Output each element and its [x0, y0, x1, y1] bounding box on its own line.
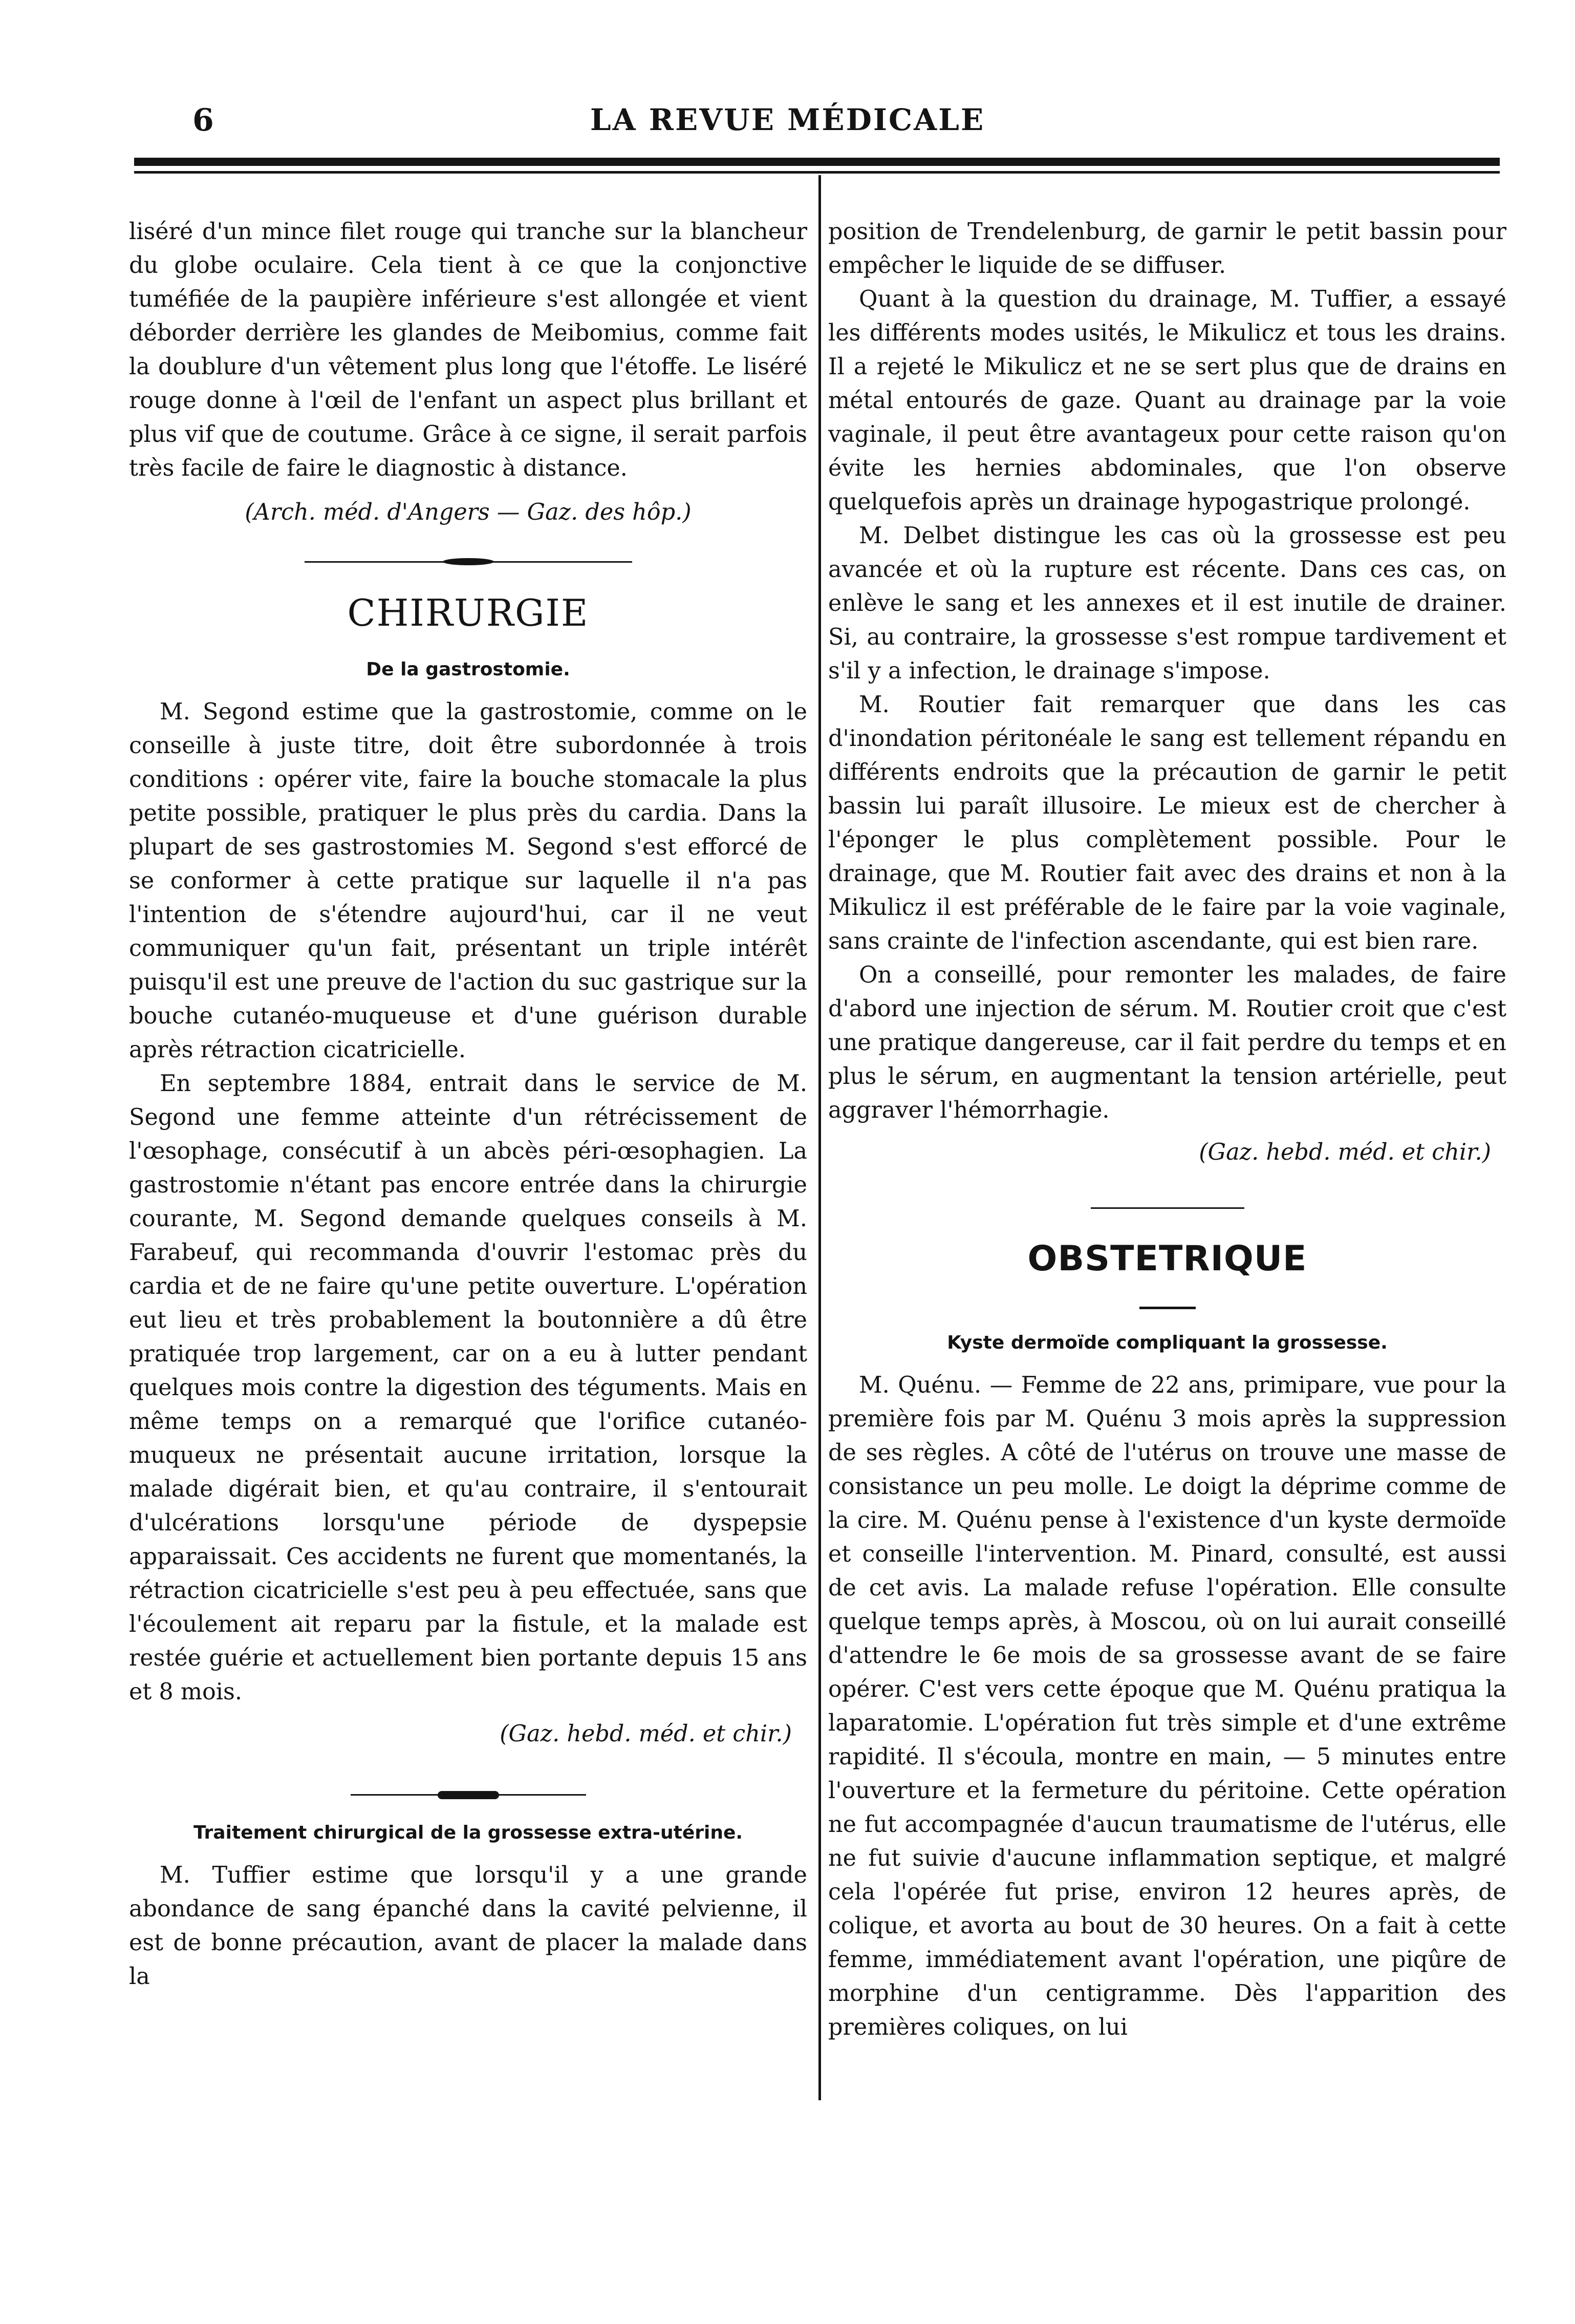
- article-paragraph: M. Segond estime que la gastrostomie, comme on le conseille à juste titre, doit être subordonnée à trois conditions : opérer vite, faire la bouche stomacale la plus petite possible, pratiquer le plus près du cardia. Dans la plupart de ses gastrostomies M. Segond s'est efforcé de se conformer à cette pratique sur laquelle il n'a pas l'intention de s'étendre aujourd'hui, car il ne veut communiquer qu'un fait, présentant un triple intérêt puisqu'il est une preuve de l'action du suc gastrique sur la bouche cutanéo-muqueuse et d'une guérison durable après rétraction cicatricielle.: [129, 699, 807, 1063]
- citation: (Gaz. hebd. méd. et chir.): [1199, 1139, 1491, 1165]
- article-paragraph: Quant à la question du drainage, M. Tuffier, a essayé les différents modes usités, le Mikulicz et tous les drains. Il a rejeté le Mikulicz et ne se sert plus que de drains en métal entourés de gaze. Quant au drainage par la voie vaginale, il peut être avantageux pour cette raison qu'on évite les hernies abdominales, que l'on observe quelquefois après un drainage hypogastrique prolongé.: [828, 286, 1506, 515]
- ornament-separator: [351, 1791, 586, 1799]
- article-title-gastrostomie: De la gastrostomie.: [366, 659, 570, 680]
- header-rule-thin: [134, 171, 1500, 174]
- citation: (Arch. méd. d'Angers — Gaz. des hôp.): [245, 499, 692, 525]
- page-number: 6: [192, 102, 214, 138]
- section-separator: [305, 559, 632, 564]
- column-divider: [818, 175, 821, 2100]
- right-column: [828, 215, 1506, 2044]
- paragraph-continued: liséré d'un mince filet rouge qui tranche sur la blancheur du globe oculaire. Cela tient à ce que la conjonctive tuméfiée de la paupière inférieure s'est allongée et vient déborder derrière les glandes de Meibomius, comme fait la doublure d'un vêtement plus long que l'étoffe. Le liséré rouge donne à l'œil de l'enfant un aspect plus brillant et plus vif que de coutume. Grâce à ce signe, il serait parfois très facile de faire le diagnostic à distance.: [129, 219, 807, 481]
- running-title: LA REVUE MÉDICALE: [590, 102, 985, 137]
- article-paragraph: On a conseillé, pour remonter les malades, de faire d'abord une injection de sérum. M. Routier croit que c'est une pratique dangereuse, car il fait perdre du temps et en plus le sérum, en augmentant la tension artérielle, peut aggraver l'hémorrhagie.: [828, 962, 1506, 1123]
- header-rule-thick: [134, 158, 1500, 166]
- article-title-grossesse-extra-uterine: Traitement chirurgical de la grossesse extra-utérine.: [193, 1822, 743, 1843]
- page-header: [0, 102, 1575, 148]
- title-underline: [1139, 1307, 1196, 1309]
- article-paragraph: M. Quénu. — Femme de 22 ans, primipare, vue pour la première fois par M. Quénu 3 mois après la suppression de ses règles. A côté de l'utérus on trouve une masse de consistance un peu molle. Le doigt la déprime comme de la cire. M. Quénu pense à l'existence d'un kyste dermoïde et conseille l'intervention. M. Pinard, consulté, est aussi de cet avis. La malade refuse l'opération. Elle consulte quelque temps après, à Moscou, où on lui aurait conseillé d'attendre le 6e mois de sa grossesse avant de se faire opérer. C'est vers cette époque que M. Quénu pratiqua la laparatomie. L'opération fut très simple et d'une extrême rapidité. Il s'écoula, montre en main, — 5 minutes entre l'ouverture et la fermeture du péritoine. Cette opération ne fut accompagnée d'aucun traumatisme de l'utérus, elle ne fut suivie d'aucune inflammation septique, et malgré cela l'opérée fut prise, environ 12 heures après, de colique, et avorta au bout de 30 heures. On a fait à cette femme, immédiatement avant l'opération, une piqûre de morphine d'un centigramme. Dès l'apparition des premières coliques, on lui: [828, 1372, 1506, 2040]
- article-paragraph: En septembre 1884, entrait dans le service de M. Segond une femme atteinte d'un rétrécissement de l'œsophage, consécutif à un abcès péri-œsophagien. La gastrostomie n'étant pas encore entrée dans la chirurgie courante, M. Segond demande quelques conseils à M. Farabeuf, qui recommanda d'ouvrir l'estomac près du cardia et de ne faire qu'une petite ouverture. L'opération eut lieu et très probablement la boutonnière a dû être pratiquée trop largement, car on a eu à lutter pendant quelques mois contre la digestion des téguments. Mais en même temps on a remarqué que l'orifice cutanéo-muqueux ne présentait aucune irritation, lorsque la malade digérait bien, et qu'au contraire, il s'entourait d'ulcérations lorsqu'une période de dyspepsie apparaissait. Ces accidents ne furent que momentanés, la rétraction cicatricielle s'est peu à peu effectuée, sans que l'écoulement ait reparu par la fistule, et la malade est restée guérie et actuellement bien portante depuis 15 ans et 8 mois.: [129, 1071, 807, 1705]
- article-title-kyste-dermoide: Kyste dermoïde compliquant la grossesse.: [947, 1332, 1388, 1353]
- article-paragraph: M. Routier fait remarquer que dans les cas d'inondation péritonéale le sang est tellement répandu en différents endroits que la précaution de garnir le petit bassin lui paraît illusoire. Le mieux est de chercher à l'éponger le plus complètement possible. Pour le drainage, que M. Routier fait avec des drains et non à la Mikulicz il est préférable de le faire par la voie vaginale, sans crainte de l'infection ascendante, qui est bien rare.: [828, 692, 1506, 954]
- article-paragraph: M. Delbet distingue les cas où la grossesse est peu avancée et où la rupture est récente. Dans ces cas, on enlève le sang et les annexes et il est inutile de drainer. Si, au contraire, la grossesse s'est rompue tardivement et s'il y a infection, le drainage s'impose.: [828, 523, 1506, 684]
- left-column: [129, 215, 807, 1994]
- section-title-chirurgie: CHIRURGIE: [347, 591, 589, 634]
- paragraph-continued: position de Trendelenburg, de garnir le petit bassin pour empêcher le liquide de se diffuser.: [828, 219, 1506, 279]
- citation: (Gaz. hebd. méd. et chir.): [500, 1721, 792, 1747]
- article-paragraph: M. Tuffier estime que lorsqu'il y a une grande abondance de sang épanché dans la cavité pelvienne, il est de bonne précaution, avant de placer la malade dans la: [129, 1862, 807, 1990]
- section-title-obstetrique: OBSTETRIQUE: [1027, 1239, 1307, 1279]
- section-separator: [1091, 1205, 1244, 1210]
